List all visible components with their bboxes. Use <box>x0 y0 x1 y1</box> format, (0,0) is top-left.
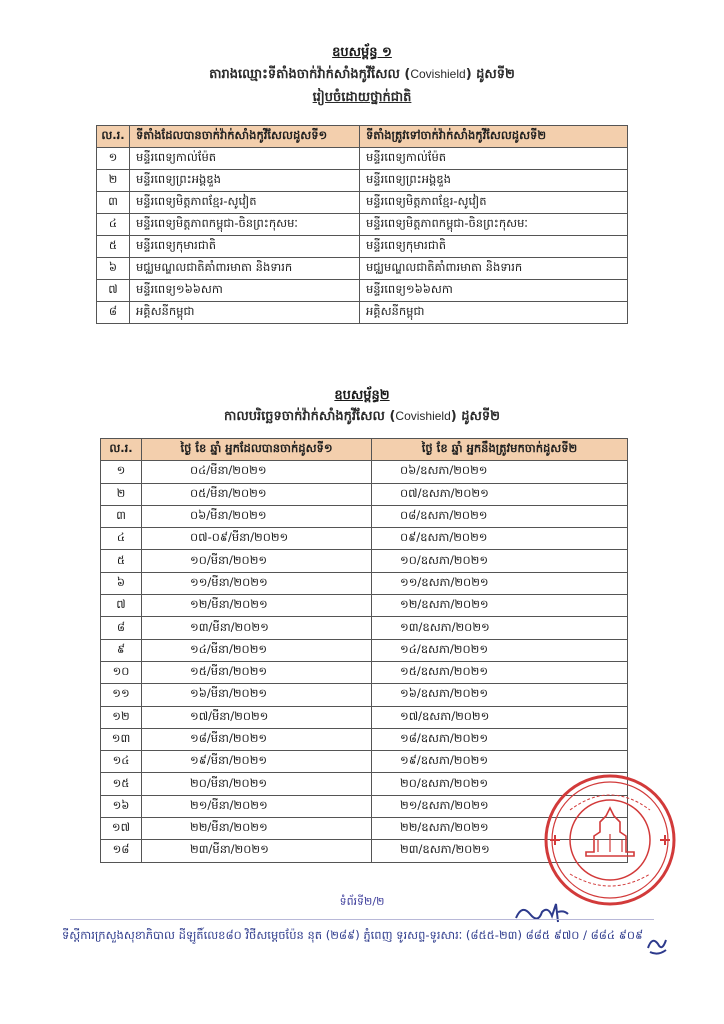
dose2-cell: មន្ទីរពេទ្យកុមារជាតិ <box>360 236 628 258</box>
dose1-cell: ១៤/មីនា/២០២១ <box>142 639 372 661</box>
dose2-cell: មជ្ឈមណ្ឌលជាតិគាំពារមាតា និងទារក <box>360 258 628 280</box>
dose1-cell: ១២/មីនា/២០២១ <box>142 595 372 617</box>
row-number: ១ <box>101 461 142 483</box>
dose2-cell: ១៨/ឧសភា/២០២១ <box>372 728 628 750</box>
annex2-heading-line1: កាលបរិច្ឆេទចាក់វ៉ាក់សាំងកូវីសែល (Covishield) ដូសទី២ <box>224 409 500 424</box>
dose2-cell: ១៣/ឧសភា/២០២១ <box>372 617 628 639</box>
dose2-cell: ១២/ឧសភា/២០២១ <box>372 595 628 617</box>
dose1-cell: ២១/មីនា/២០២១ <box>142 795 372 817</box>
dose1-cell: ១៣/មីនា/២០២១ <box>142 617 372 639</box>
row-number: ៣ <box>101 505 142 527</box>
row-number: ១៥ <box>101 773 142 795</box>
dose1-cell: ២៣/មីនា/២០២១ <box>142 840 372 862</box>
table-row <box>97 192 628 214</box>
annex1-heading-line2: រៀបចំដោយថ្នាក់ជាតិ <box>312 90 412 105</box>
dose1-cell: មន្ទីរពេទ្យ១៦៦សកា <box>130 280 360 302</box>
table-row <box>101 595 628 617</box>
dose2-cell: ១៥/ឧសភា/២០២១ <box>372 661 628 683</box>
table-header-row <box>97 126 628 148</box>
dose2-cell: ១០/ឧសភា/២០២១ <box>372 550 628 572</box>
dose1-cell: អគ្គិសនីកម្ពុជា <box>130 302 360 324</box>
dose1-cell: ១៥/មីនា/២០២១ <box>142 661 372 683</box>
row-number: ១៨ <box>101 840 142 862</box>
dose2-cell: មន្ទីរពេទ្យ១៦៦សកា <box>360 280 628 302</box>
table-row <box>101 572 628 594</box>
dose2-cell: ២១/ឧសភា/២០២១ <box>372 795 628 817</box>
dose2-cell: មន្ទីរពេទ្យព្រះអង្គឌួង <box>360 170 628 192</box>
dose1-cell: ០៤/មីនា/២០២១ <box>142 461 372 483</box>
row-number: ១៤ <box>101 751 142 773</box>
dose1-cell: ២០/មីនា/២០២១ <box>142 773 372 795</box>
dose1-cell: ១៨/មីនា/២០២១ <box>142 728 372 750</box>
row-number: ៧ <box>101 595 142 617</box>
dose2-cell: ១៤/ឧសភា/២០២១ <box>372 639 628 661</box>
row-number: ១១ <box>101 684 142 706</box>
annex1-title: ឧបសម្ព័ន្ធ ១ <box>332 45 392 60</box>
dose1-cell: ១៦/មីនា/២០២១ <box>142 684 372 706</box>
row-number: ២ <box>97 170 130 192</box>
ministry-seal-stamp <box>540 770 680 910</box>
table-row <box>101 505 628 527</box>
table-row <box>101 617 628 639</box>
dose1-cell: ០៥/មីនា/២០២១ <box>142 483 372 505</box>
table-row <box>97 280 628 302</box>
dose2-cell: អគ្គិសនីកម្ពុជា <box>360 302 628 324</box>
dose1-cell: មជ្ឈមណ្ឌលជាតិគាំពារមាតា និងទារក <box>130 258 360 280</box>
dose2-cell: ០៧/ឧសភា/២០២១ <box>372 483 628 505</box>
table-row <box>101 661 628 683</box>
annex1-heading-line1: តារាងឈ្មោះទីតាំងចាក់វ៉ាក់សាំងកូវីសែល (Covishield) ដូសទី២ <box>209 67 515 82</box>
dose1-cell: មន្ទីរពេទ្យមិត្តភាពខ្មែរ-សូវៀត <box>130 192 360 214</box>
dose2-cell: ១៩/ឧសភា/២០២១ <box>372 751 628 773</box>
table-row <box>101 528 628 550</box>
table-header-row <box>101 439 628 461</box>
row-number: ២ <box>101 483 142 505</box>
dose1-cell: ០៧-០៩/មីនា/២០២១ <box>142 528 372 550</box>
table-row <box>101 639 628 661</box>
dose1-cell: មន្ទីរពេទ្យព្រះអង្គឌួង <box>130 170 360 192</box>
dose1-cell: ១៧/មីនា/២០២១ <box>142 706 372 728</box>
table-row <box>97 258 628 280</box>
row-number: ៣ <box>97 192 130 214</box>
column-header-number: ល.រ. <box>97 126 130 148</box>
dose1-cell: ២២/មីនា/២០២១ <box>142 818 372 840</box>
table-row <box>97 214 628 236</box>
column-header-dose2-location: ទីតាំងត្រូវទៅចាក់វ៉ាក់សាំងកូវីសែលដូសទី២ <box>360 126 628 148</box>
initial-mark <box>642 930 670 958</box>
table-row <box>101 706 628 728</box>
dose1-cell: មន្ទីរពេទ្យកាល់ម៉ែត <box>130 148 360 170</box>
table-row <box>101 728 628 750</box>
row-number: ៦ <box>101 572 142 594</box>
page-number: ទំព័រទី២/២ <box>339 895 385 908</box>
row-number: ១០ <box>101 661 142 683</box>
row-number: ៤ <box>97 214 130 236</box>
footer-divider <box>70 919 654 920</box>
dose1-cell: ១៩/មីនា/២០២១ <box>142 751 372 773</box>
dose2-cell: មន្ទីរពេទ្យមិត្តភាពខ្មែរ-សូវៀត <box>360 192 628 214</box>
dose2-cell: ២០/ឧសភា/២០២១ <box>372 773 628 795</box>
column-header-number: ល.រ. <box>101 439 142 461</box>
column-header-dose1-location: ទីតាំងដែលបានចាក់វ៉ាក់សាំងកូវីសែលដូសទី១ <box>130 126 360 148</box>
table-row <box>101 461 628 483</box>
dose2-cell: ២២/ឧសភា/២០២១ <box>372 818 628 840</box>
row-number: ១៣ <box>101 728 142 750</box>
dose2-cell: ១៦/ឧសភា/២០២១ <box>372 684 628 706</box>
dose1-cell: ០៦/មីនា/២០២១ <box>142 505 372 527</box>
row-number: ៥ <box>101 550 142 572</box>
table-row <box>97 236 628 258</box>
row-number: ១៦ <box>101 795 142 817</box>
table-row <box>101 684 628 706</box>
dose1-cell: ១០/មីនា/២០២១ <box>142 550 372 572</box>
column-header-dose2-date: ថ្ងៃ ខែ ឆ្នាំ អ្នកនឹងត្រូវមកចាក់ដូសទី២ <box>372 439 628 461</box>
row-number: ៩ <box>101 639 142 661</box>
dose1-cell: ១១/មីនា/២០២១ <box>142 572 372 594</box>
row-number: ១ <box>97 148 130 170</box>
row-number: ១៧ <box>101 818 142 840</box>
row-number: ៧ <box>97 280 130 302</box>
column-header-dose1-date: ថ្ងៃ ខែ ឆ្នាំ អ្នកដែលបានចាក់ដូសទី១ <box>142 439 372 461</box>
dose2-cell: ០៦/ឧសភា/២០២១ <box>372 461 628 483</box>
row-number: ១២ <box>101 706 142 728</box>
dose2-cell: ០៩/ឧសភា/២០២១ <box>372 528 628 550</box>
dose2-cell: មន្ទីរពេទ្យមិត្តភាពកម្ពុជា-ចិនព្រះកុសមៈ <box>360 214 628 236</box>
table-row <box>97 148 628 170</box>
row-number: ៦ <box>97 258 130 280</box>
table-row <box>101 550 628 572</box>
dose2-cell: ០៨/ឧសភា/២០២១ <box>372 505 628 527</box>
row-number: ៨ <box>97 302 130 324</box>
table-row <box>97 170 628 192</box>
row-number: ៨ <box>101 617 142 639</box>
footer-address: ទីស្តីការក្រសួងសុខាភិបាល ដីឡូតិ៍លេខ៨០ វិថីសម្តេចប៉ែន នុត (២៨៩) ភ្នំពេញ ទូរសព្ទ-ទូរសារៈ (៨៥៥-២៣) ៨៨៥ ៩៧០ / ៨៨៤ ៩០៩ <box>62 928 644 942</box>
annex1-locations-table <box>96 125 628 324</box>
dose2-cell: ២៣/ឧសភា/២០២១ <box>372 840 628 862</box>
dose2-cell: ១៧/ឧសភា/២០២១ <box>372 706 628 728</box>
dose2-cell: មន្ទីរពេទ្យកាល់ម៉ែត <box>360 148 628 170</box>
row-number: ៥ <box>97 236 130 258</box>
dose1-cell: មន្ទីរពេទ្យមិត្តភាពកម្ពុជា-ចិនព្រះកុសមៈ <box>130 214 360 236</box>
annex2-title: ឧបសម្ព័ន្ធ២ <box>334 388 390 403</box>
table-row <box>101 483 628 505</box>
table-row <box>97 302 628 324</box>
dose2-cell: ១១/ឧសភា/២០២១ <box>372 572 628 594</box>
dose1-cell: មន្ទីរពេទ្យកុមារជាតិ <box>130 236 360 258</box>
row-number: ៤ <box>101 528 142 550</box>
